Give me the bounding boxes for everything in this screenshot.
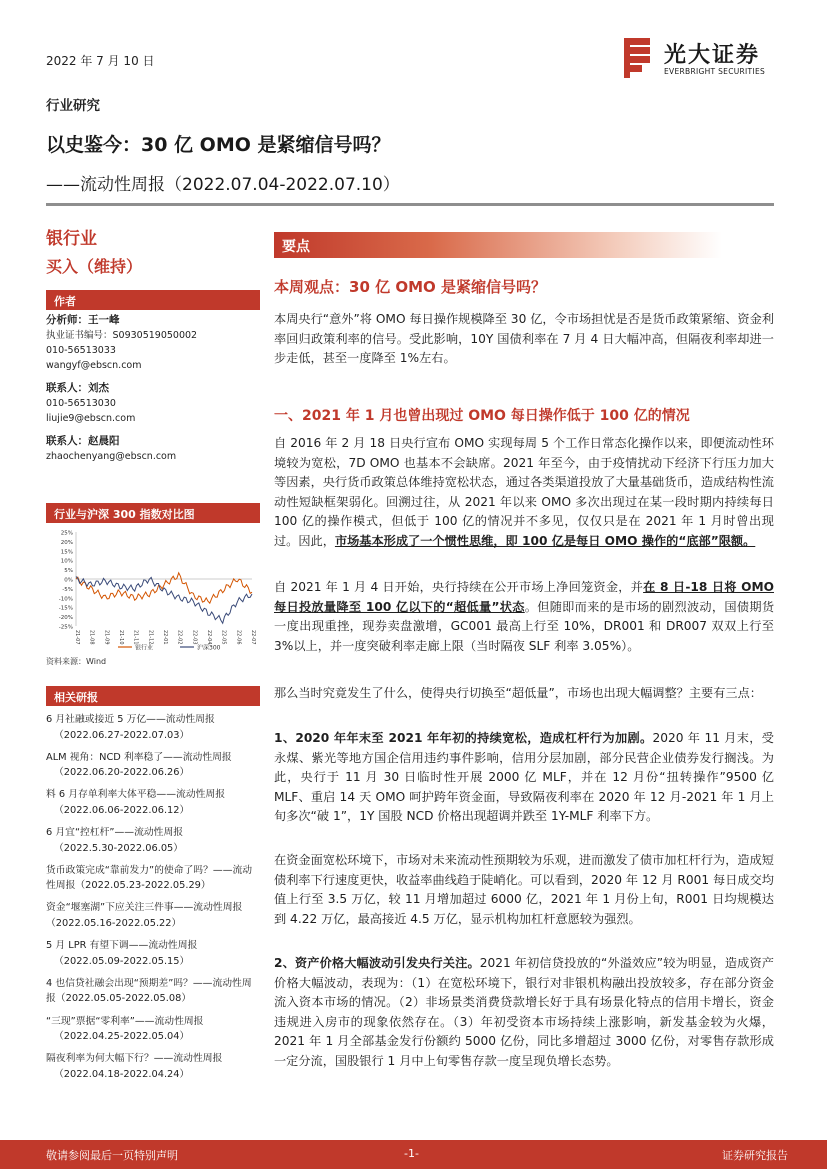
paragraph-2	[274, 578, 774, 656]
related-report-title[interactable]: 6 月社融或接近 5 万亿——流动性周报	[46, 714, 215, 725]
related-report-title[interactable]: ALM 视角：NCD 利率稳了——流动性周报	[46, 751, 232, 763]
related-report-item[interactable]	[46, 1014, 260, 1045]
legend-label: 银行业	[135, 644, 154, 652]
paragraph-1	[274, 434, 774, 551]
x-tick-label: 22-06	[235, 630, 242, 645]
section1-title: 一、2021 年 1 月也曾出现过 OMO 每日操作低于 100 亿的情况	[274, 408, 690, 424]
y-tick-label: 10%	[60, 558, 73, 565]
company-logo	[622, 36, 802, 82]
page-number: -1-	[404, 1147, 419, 1160]
p4-text: 2020 年 11 月末，受永煤、紫光等地方国企信用违约事件影响，信用分层加剧，部分民营企业债券发行搁浅。为此，央行于 11 月 30 日临时性开展 2000 亿 MLF，并在 12 月份“扭转操作”9500 亿 MLF、重启 14 天 OMO 呵护跨年资金面，导致隔夜利率在 2020 年 12 月-2021 年 1 月上旬多次“破 1”，1Y 国股 NCD 价格出现超调并跌至 1Y-MLF 利率下方。	[274, 731, 774, 823]
chart-source: 资料来源：Wind	[46, 657, 107, 666]
related-report-item[interactable]	[46, 976, 260, 1007]
related-report-title[interactable]: 资金“堰塞湖”下应关注三件事——流动性周报（2022.05.16-2022.05.22）	[46, 902, 243, 930]
chart-header: 行业与沪深 300 指数对比图	[46, 503, 260, 523]
title-divider	[46, 203, 774, 206]
authors-block	[46, 313, 260, 464]
x-tick-label: 21-11	[132, 630, 139, 645]
contact2-name: 联系人：赵晨阳	[46, 435, 120, 447]
report-title: 以史鉴今：30 亿 OMO 是紧缩信号吗？	[46, 134, 391, 156]
related-report-item[interactable]	[46, 900, 260, 931]
related-report-date: （2022.06.27-2022.07.03）	[54, 729, 190, 741]
x-tick-label: 22-03	[191, 630, 198, 645]
p2-text-a: 自 2021 年 1 月 4 日开始，央行持续在公开市场上净回笼资金，并	[274, 580, 644, 594]
x-tick-label: 21-10	[118, 630, 124, 645]
contact2-email[interactable]: zhaochenyang@ebscn.com	[46, 451, 177, 462]
related-report-title[interactable]: 4 也信贷社融会出现“预期差”吗？——流动性周报（2022.05.05-2022.05.08）	[46, 977, 252, 1005]
related-report-title[interactable]: 货币政策完成“靠前发力”的使命了吗？——流动性周报（2022.05.23-2022.05.29）	[46, 864, 253, 892]
report-subtitle: ——流动性周报（2022.07.04-2022.07.10）	[46, 175, 400, 195]
related-report-item[interactable]	[46, 863, 260, 894]
footer-disclaimer: 敬请参阅最后一页特别声明	[46, 1149, 178, 1162]
related-report-item[interactable]	[46, 825, 260, 856]
contact1-email[interactable]: liujie9@ebscn.com	[46, 413, 136, 424]
related-report-item[interactable]	[46, 712, 260, 743]
p2-text-b: 。但随即而来的是市场的剧烈波动，国债期货一度出现重挫，现券卖盘激增，GC001 最高上行至 10%，DR001 和 DR007 双双上行至 3%以上，并一度突破利率走廊上限（当时隔夜 SLF 利率 3.05%）。	[274, 599, 775, 653]
page-footer	[0, 1140, 827, 1169]
paragraph-6	[274, 954, 774, 1071]
related-report-date: （2022.06.06-2022.06.12）	[54, 804, 190, 816]
x-tick-label: 22-01	[162, 630, 168, 645]
series-line-1	[76, 577, 252, 624]
contact1-name: 联系人：刘杰	[46, 382, 109, 394]
related-report-title[interactable]: 隔夜利率为何大幅下行？——流动性周报	[46, 1053, 223, 1065]
p1-text: 自 2016 年 2 月 18 日央行宣布 OMO 实现每周 5 个工作日常态化操作以来，即便流动性环境较为宽松，7D OMO 也基本不会缺席。2021 年至今，由于疫情扰动下经济下行压力加大等因素，央行货币政策总体维持宽松状态，通过各类渠道投放了大量基础货币，造成结构性流动性短缺框架弱化。回溯过往，从 2021 年以来 OMO 多次出现过在某一段时期内持续每日 100 亿的操作模式，但低于 100 亿的情况并不多见，仅仅只是在 2021 年 1 月时曾出现过。因此，	[274, 436, 774, 548]
logo-mark-icon	[622, 36, 656, 80]
y-tick-label: 25%	[60, 530, 73, 537]
y-tick-label: 15%	[60, 549, 73, 556]
p4-bold: 1、2020 年年末至 2021 年年初的持续宽松，造成杠杆行为加剧。	[274, 731, 653, 745]
logo-text: 光大证券	[664, 43, 761, 68]
y-tick-label: -10%	[58, 596, 73, 603]
x-tick-label: 21-09	[103, 630, 110, 645]
analyst-phone: 010-56513033	[46, 345, 116, 356]
legend-label: 沪深300	[197, 644, 221, 652]
paragraph-4	[274, 729, 774, 827]
intro-paragraph: 本周央行“意外”将 OMO 每日操作规模降至 30 亿，令市场担忧是否是货币政策紧缩、资金利率回归政策利率的信号。受此影响，10Y 国债利率在 7 月 4 日大幅冲高，但隔夜利率却进一步走低，甚至一度降至 1%左右。	[274, 312, 774, 365]
related-report-date: （2022.06.20-2022.06.26）	[54, 767, 190, 779]
report-category: 行业研究	[46, 98, 100, 114]
related-report-item[interactable]	[46, 938, 260, 969]
p1-highlight: 市场基本形成了一个惯性思维，即 100 亿是每日 OMO 操作的“底部”限额。	[334, 533, 756, 548]
authors-header: 作者	[46, 290, 260, 310]
p6-text: 2021 年初信贷投放的“外溢效应”较为明显，造成资产价格大幅波动，表现为：（1）在宽松环境下，银行对非银机构融出投放较多，存在部分资金流入资本市场的情况。（2）非场景类消费贷款增长好于具有场景化特点的信用卡增长，资金违规进入房市的现象依然存在。（3）年初受资本市场持续上涨影响，新发基金较为火爆，2021 年 1 月全部基金发行份额约 5000 亿份，同比多增超过 3000 亿份，对零售存款形成一定分流，国股银行 1 月中上旬零售存款一度呈现负增长态势。	[274, 956, 774, 1068]
p2-highlight: 在 8 日-18 日将 OMO 每日投放量降至 100 亿以下的“超低量”状态	[274, 580, 774, 614]
x-tick-label: 21-07	[74, 630, 80, 645]
related-report-item[interactable]	[46, 750, 260, 781]
analyst-email[interactable]: wangyf@ebscn.com	[46, 360, 142, 371]
y-tick-label: -20%	[58, 615, 73, 622]
related-header: 相关研报	[46, 686, 260, 706]
contact1-phone: 010-56513030	[46, 398, 116, 409]
p6-bold: 2、资产价格大幅波动引发央行关注。	[274, 956, 480, 970]
related-report-item[interactable]	[46, 1051, 260, 1082]
industry-name: 银行业	[46, 229, 97, 249]
related-report-date: （2022.5.30-2022.06.05）	[54, 842, 184, 854]
related-report-title[interactable]: 6 月宜“控杠杆”——流动性周报	[46, 827, 184, 839]
analyst-name: 分析师：王一峰	[46, 314, 120, 326]
logo-subtitle: EVERBRIGHT SECURITIES	[664, 67, 766, 76]
footer-report-type: 证券研究报告	[722, 1149, 788, 1162]
x-tick-label: 22-02	[176, 630, 183, 645]
analyst-cert: 执业证书编号：S0930519050002	[46, 330, 198, 341]
related-report-date: （2022.04.25-2022.05.04）	[54, 1031, 190, 1043]
x-tick-label: 22-05	[220, 630, 227, 645]
y-tick-label: 0%	[64, 577, 73, 584]
y-tick-label: 20%	[60, 539, 73, 546]
related-report-date: （2022.04.18-2022.04.24）	[54, 1068, 190, 1080]
related-report-date: （2022.05.09-2022.05.15）	[54, 955, 190, 967]
keypoints-header: 要点	[274, 232, 722, 258]
x-tick-label: 22-04	[206, 630, 212, 645]
related-report-title[interactable]: “三现”票据“零利率”——流动性周报	[46, 1015, 204, 1027]
week-view-title: 本周观点：30 亿 OMO 是紧缩信号吗？	[274, 278, 546, 296]
related-report-item[interactable]	[46, 787, 260, 818]
report-date: 2022 年 7 月 10 日	[46, 54, 155, 68]
y-tick-label: -15%	[58, 605, 73, 612]
related-report-title[interactable]: 料 6 月存单利率大体平稳——流动性周报	[46, 789, 226, 801]
related-report-title[interactable]: 5 月 LPR 有望下调——流动性周报	[46, 940, 198, 952]
related-reports-list	[46, 712, 260, 1089]
chart-svg	[46, 526, 260, 652]
paragraph-3: 那么当时究竟发生了什么，使得央行切换至“超低量”，市场也出现大幅调整？主要有三点：	[274, 686, 762, 700]
index-comparison-chart	[46, 526, 260, 666]
y-tick-label: -5%	[62, 586, 73, 593]
y-tick-label: 5%	[64, 568, 73, 575]
paragraph-5: 在资金面宽松环境下，市场对未来流动性预期较为乐观，进而激发了债市加杠杆行为，造成短债利率下行速度更快，收益率曲线趋于陡峭化。可以看到，2020 年 12 月 R001 每日成交均值上行至 3.5 万亿，较 11 月增加超过 6000 亿，2021 年 1 月份上旬，R001 日均规模达到 4.22 万亿，最高接近 4.5 万亿，显示机构加杠杆意愿较为强烈。	[274, 853, 774, 926]
y-tick-label: -25%	[58, 624, 73, 631]
rating: 买入（维持）	[46, 257, 143, 276]
x-tick-label: 21-12	[147, 630, 154, 645]
x-tick-label: 21-08	[88, 630, 95, 645]
x-tick-label: 22-07	[250, 630, 256, 645]
